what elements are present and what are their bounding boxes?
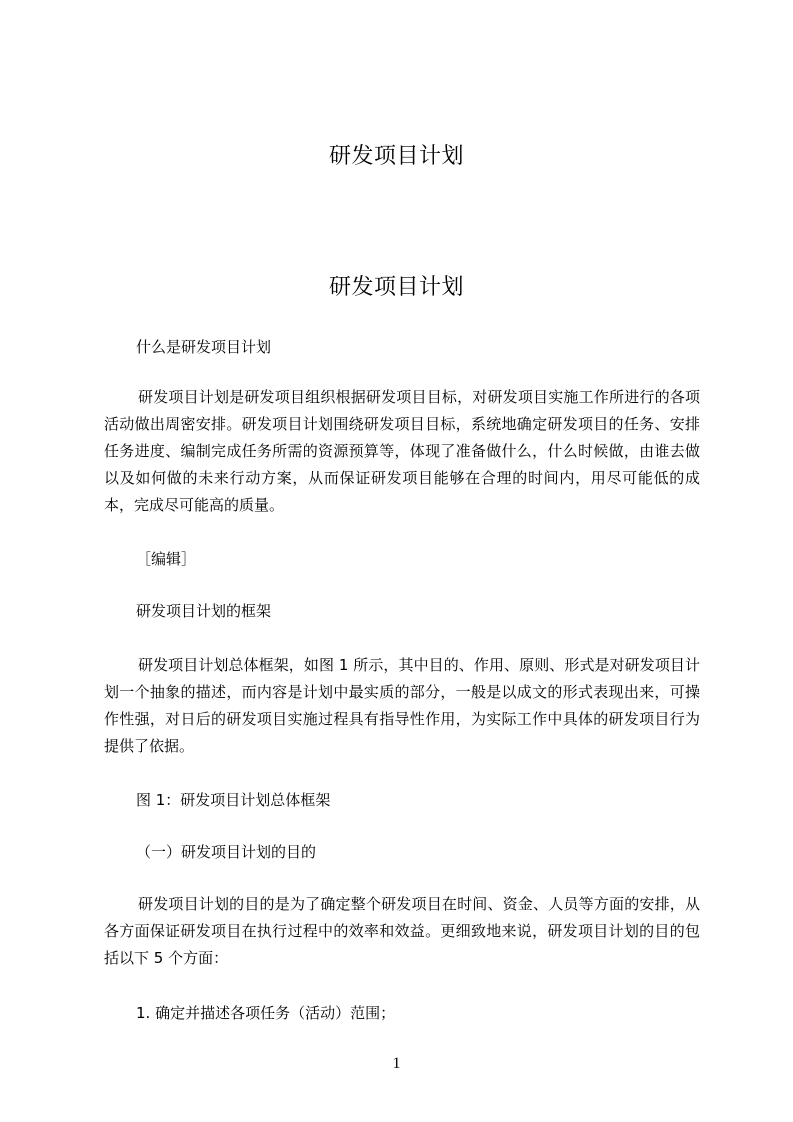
what-heading: 什么是研发项目计划 (136, 338, 272, 356)
list-item: 1. 确定并描述各项任务（活动）范围； (136, 1004, 396, 1022)
purpose-heading: （一）研发项目计划的目的 (136, 843, 317, 861)
framework-heading: 研发项目计划的框架 (136, 602, 272, 620)
cover-title: 研发项目计划 (328, 144, 464, 169)
figure-caption: 图 1：研发项目计划总体框架 (136, 791, 331, 809)
page-number: 1 (392, 1055, 401, 1072)
edit-link: ［编辑］ (136, 550, 197, 568)
document-title: 研发项目计划 (328, 275, 464, 300)
definition-paragraph: 研发项目计划是研发项目组织根据研发项目目标，对研发项目实施工作所进行的各项活动做出周密安排。研发项目计划围绕研发项目目标，系统地确定研发项目的任务、安排任务进度、编制完成任务所需的资源预算等，体现了准备做什么，什么时候做，由谁去做以及如何做的未来行动方案，从而保证研发项目能够在合理的时间内，用尽可能低的成本，完成尽可能高的质量。 (104, 388, 700, 514)
purpose-paragraph: 研发项目计划的目的是为了确定整个研发项目在时间、资金、人员等方面的安排，从各方面保证研发项目在执行过程中的效率和效益。更细致地来说，研发项目计划的目的包括以下 5 个方面： (104, 895, 700, 967)
framework-paragraph: 研发项目计划总体框架，如图 1 所示，其中目的、作用、原则、形式是对研发项目计划一个抽象的描述，而内容是计划中最实质的部分，一般是以成文的形式表现出来，可操作性强，对日后的研发项目实施过程具有指导性作用，为实际工作中具体的研发项目行为提供了依据。 (104, 656, 700, 755)
